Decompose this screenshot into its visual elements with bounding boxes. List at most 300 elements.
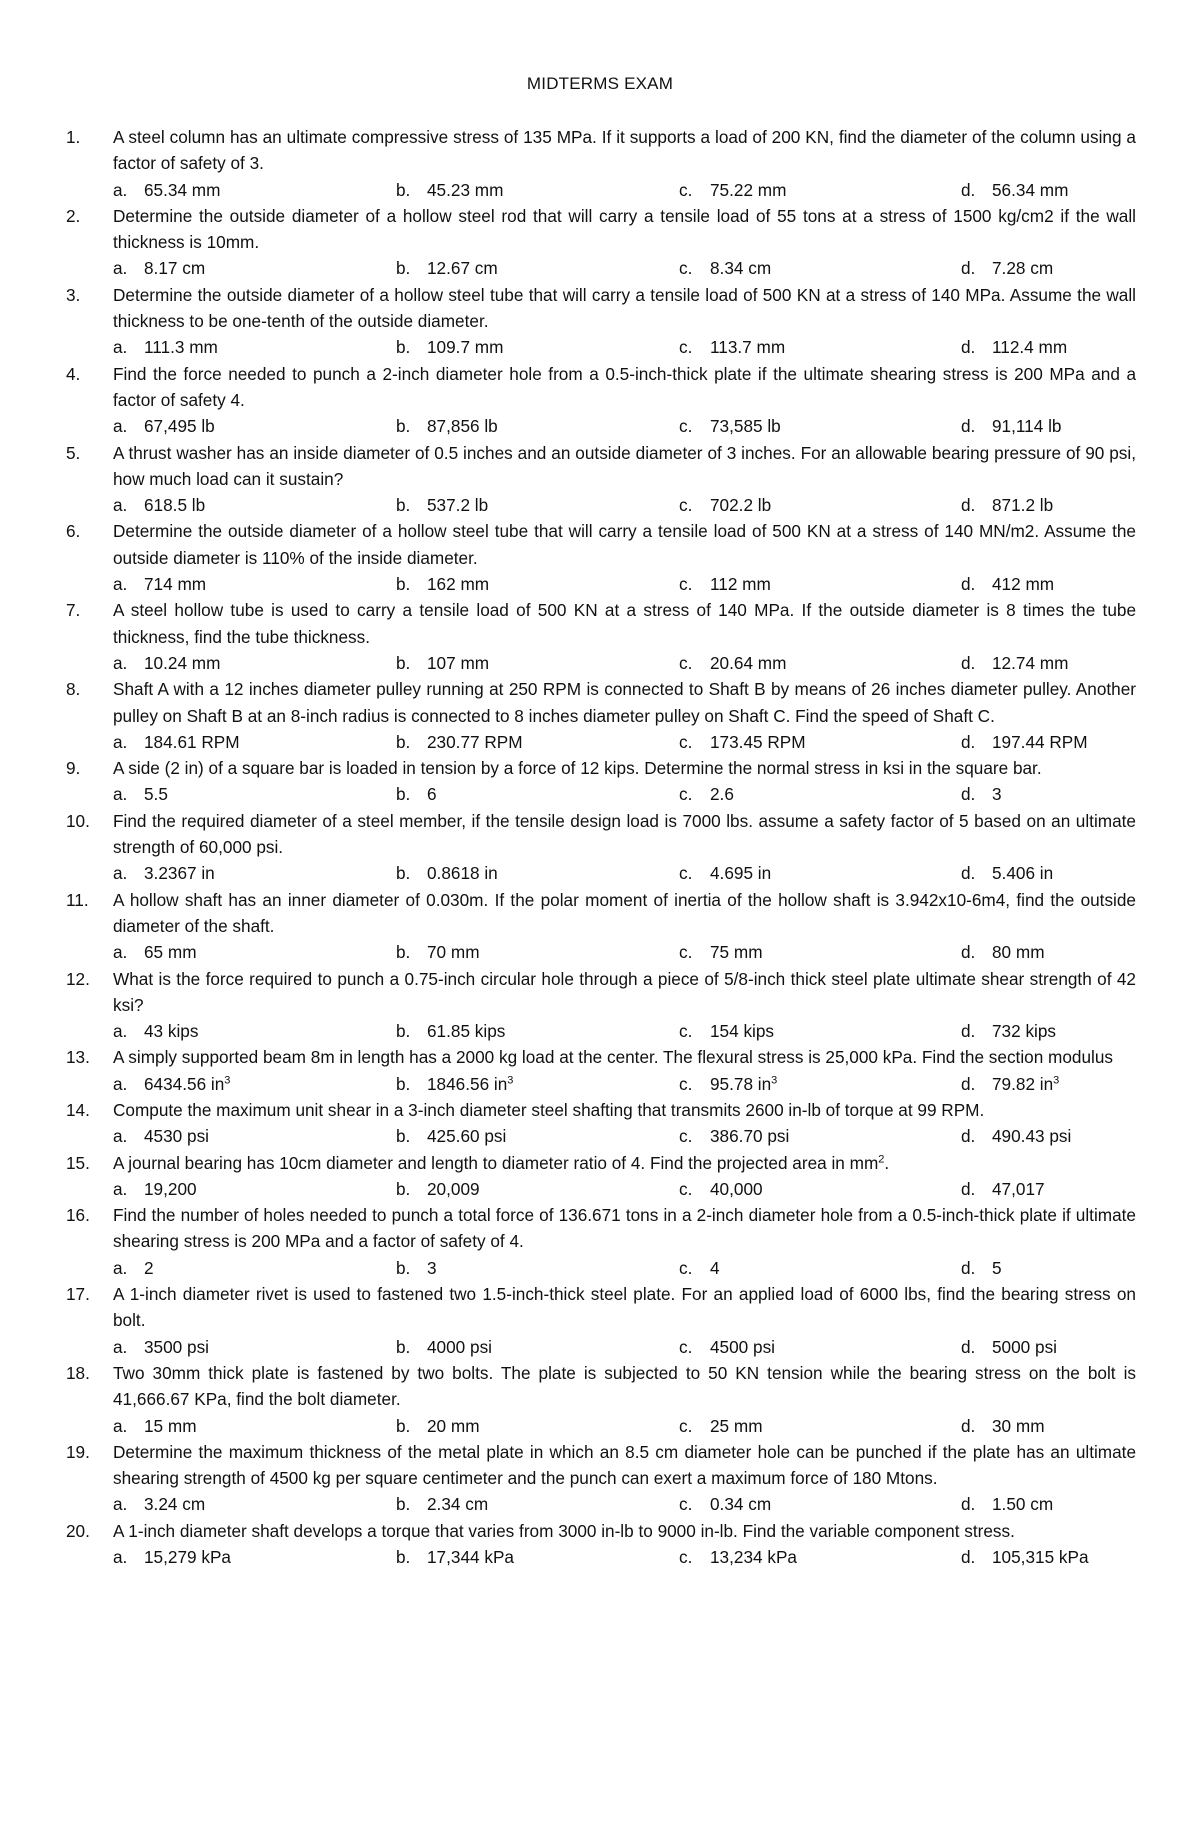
answer-choice (113, 177, 396, 203)
answer-choice (113, 1123, 396, 1149)
choice-value (710, 650, 786, 676)
answer-choices (66, 1255, 1136, 1281)
question-number: 4. (66, 363, 81, 384)
question-text-body: A simply supported beam 8m in length has a 2000 kg load at the center. The flexural stress is 25,000 kPa. Find the section modulus (113, 1047, 1113, 1068)
answer-choice (679, 1071, 961, 1097)
question-item (66, 1150, 1136, 1176)
choice-letter: d. (961, 1073, 976, 1094)
choice-value-superscript: 3 (507, 1073, 514, 1086)
choice-letter: a. (113, 1178, 128, 1199)
answer-choice (679, 939, 961, 965)
question-number: 19. (66, 1441, 90, 1462)
choice-value-text: 87,856 lb (427, 416, 498, 437)
choice-letter: b. (396, 337, 411, 358)
choice-value (144, 781, 168, 807)
answer-choice (961, 255, 1053, 281)
choice-value-text: 43 kips (144, 1021, 199, 1042)
choice-value-text: 65.34 mm (144, 179, 221, 200)
choice-value (710, 1413, 763, 1439)
choice-letter: b. (396, 1547, 411, 1568)
choice-value (710, 334, 785, 360)
choice-letter: c. (679, 942, 693, 963)
choice-letter: d. (961, 863, 976, 884)
question-number: 14. (66, 1099, 90, 1120)
choice-value-text: 47,017 (992, 1178, 1045, 1199)
choice-value (144, 1176, 197, 1202)
choice-value-text: 714 mm (144, 574, 207, 595)
choice-letter: b. (396, 942, 411, 963)
question-text-body: Determine the outside diameter of a hollow steel tube that will carry a tensile load of 500 KN at a stress of 140 MPa. Assume the wall thickness to be one-tenth of the outside diameter. (113, 284, 1136, 332)
choice-letter: c. (679, 1021, 693, 1042)
choice-value (710, 1255, 720, 1281)
choice-value (144, 177, 220, 203)
answer-choice (113, 571, 396, 597)
question-item (66, 1439, 1136, 1492)
choice-value-text: 184.61 RPM (144, 731, 240, 752)
answer-choices (66, 729, 1136, 755)
choice-letter: c. (679, 784, 693, 805)
choice-letter: b. (396, 1336, 411, 1357)
choice-value-text: 80 mm (992, 942, 1045, 963)
question-item (66, 1281, 1136, 1334)
answer-choice (679, 1176, 961, 1202)
question-item (66, 124, 1136, 177)
choice-value-text: 20.64 mm (710, 652, 787, 673)
choice-value (710, 571, 771, 597)
choice-value-text: 4000 psi (427, 1336, 492, 1357)
answer-choices (66, 1334, 1136, 1360)
choice-value-text: 70 mm (427, 942, 480, 963)
choice-value-text: 2.6 (710, 784, 734, 805)
choice-value-text: 91,114 lb (992, 416, 1062, 437)
choice-value (144, 255, 205, 281)
choice-value (710, 1018, 774, 1044)
choice-value-text: 1846.56 in (427, 1073, 508, 1094)
answer-choice (961, 650, 1068, 676)
choice-letter: a. (113, 416, 128, 437)
answer-choice (679, 177, 961, 203)
choice-value-text: 113.7 mm (710, 337, 786, 358)
choice-letter: b. (396, 258, 411, 279)
question-text (113, 1150, 1136, 1176)
choice-letter: a. (113, 1547, 128, 1568)
choice-value-text: 5000 psi (992, 1336, 1057, 1357)
answer-choices (66, 571, 1136, 597)
choice-letter: b. (396, 179, 411, 200)
choice-value (427, 1334, 492, 1360)
question-text-body: Shaft A with a 12 inches diameter pulley running at 250 RPM is connected to Shaft B by means of 26 inches diameter pulley. Another pulley on Shaft B at an 8-inch radius is connected to 8 inches diameter pulley on Shaft C. Find the speed of Shaft C. (113, 679, 1136, 726)
question-text-body: A 1-inch diameter shaft develops a torque that varies from 3000 in-lb to 9000 in-lb. Find the variable component stress. (113, 1520, 1015, 1541)
choice-letter: c. (679, 1178, 693, 1199)
answer-choices (66, 1123, 1136, 1149)
answer-choice (396, 255, 679, 281)
answer-choices (66, 1491, 1136, 1517)
choice-value (710, 729, 806, 755)
answer-choice (961, 1544, 1089, 1570)
choice-letter: c. (679, 416, 693, 437)
question-number: 13. (66, 1047, 90, 1068)
question-item (66, 282, 1136, 335)
choice-letter: a. (113, 1126, 128, 1147)
answer-choices (66, 492, 1136, 518)
choice-letter: c. (679, 731, 693, 752)
choice-value-text: 30 mm (992, 1415, 1045, 1436)
answer-choice (961, 729, 1088, 755)
choice-letter: d. (961, 652, 976, 673)
question-text (113, 518, 1136, 571)
answer-choice (961, 1255, 1002, 1281)
choice-value-text: 3500 psi (144, 1336, 209, 1357)
choice-value-text: 61.85 kips (427, 1021, 506, 1042)
question-item (66, 1518, 1136, 1544)
choice-value-text: 2 (144, 1257, 154, 1278)
choice-value (144, 1018, 198, 1044)
choice-letter: b. (396, 1126, 411, 1147)
answer-choice (396, 492, 679, 518)
choice-value (144, 1255, 154, 1281)
choice-value (710, 413, 781, 439)
choice-value-text: 4.695 in (710, 863, 772, 884)
answer-choice (679, 860, 961, 886)
choice-letter: d. (961, 1257, 976, 1278)
question-text (113, 440, 1136, 493)
answer-choice (961, 860, 1053, 886)
choice-value-text: 162 mm (427, 574, 490, 595)
question-text-body: A 1-inch diameter rivet is used to fastened two 1.5-inch-thick steel plate. For an applied load of 6000 lbs, find the bearing stress on bolt. (113, 1284, 1136, 1331)
choice-letter: b. (396, 1257, 411, 1278)
question-list (66, 124, 1136, 1570)
choice-value (992, 1123, 1071, 1149)
answer-choices (66, 1176, 1136, 1202)
choice-letter: d. (961, 416, 976, 437)
choice-value (710, 1071, 777, 1097)
choice-value-text: 10.24 mm (144, 652, 221, 673)
answer-choice (679, 729, 961, 755)
choice-value-text: 109.7 mm (427, 337, 504, 358)
answer-choice (113, 1255, 396, 1281)
choice-value (710, 1544, 797, 1570)
question-item (66, 808, 1136, 861)
choice-value (144, 939, 197, 965)
choice-letter: a. (113, 1336, 128, 1357)
choice-value-text: 3 (992, 784, 1002, 805)
choice-value-text: 20,009 (427, 1178, 480, 1199)
choice-value (992, 571, 1054, 597)
question-text (113, 124, 1136, 177)
choice-value (992, 1491, 1053, 1517)
question-text (113, 1518, 1136, 1544)
choice-value-text: 6434.56 in (144, 1073, 225, 1094)
question-text-body: Find the number of holes needed to punch a total force of 136.671 tons in a 2-inch diameter hole from a 0.5-inch-thick plate if ultimate shearing stress is 200 MPa and a factor of safety of 4. (113, 1205, 1136, 1252)
choice-value-text: 13,234 kPa (710, 1547, 797, 1568)
choice-value-text: 173.45 RPM (710, 731, 806, 752)
answer-choices (66, 413, 1136, 439)
choice-value-text: 73,585 lb (710, 416, 781, 437)
question-number: 9. (66, 758, 81, 779)
question-item (66, 518, 1136, 571)
question-text-body: A hollow shaft has an inner diameter of 0.030m. If the polar moment of inertia of the hollow shaft is 3.942x10-6m4, find the outside diameter of the shaft. (113, 889, 1136, 936)
question-text (113, 1281, 1136, 1334)
choice-value (427, 860, 498, 886)
answer-choice (679, 255, 961, 281)
choice-value-superscript: 3 (771, 1073, 778, 1086)
choice-letter: c. (679, 652, 693, 673)
question-text-body: A steel hollow tube is used to carry a tensile load of 500 KN at a stress of 140 MPa. If the outside diameter is 8 times the tube thickness, find the tube thickness. (113, 600, 1136, 647)
question-text (113, 808, 1136, 861)
answer-choice (679, 1123, 961, 1149)
question-text-superscript: 2 (878, 1152, 885, 1165)
answer-choice (679, 492, 961, 518)
answer-choice (113, 334, 396, 360)
question-number: 12. (66, 968, 90, 989)
choice-value (427, 413, 498, 439)
question-item (66, 1044, 1136, 1070)
choice-letter: c. (679, 337, 693, 358)
choice-value-text: 15,279 kPa (144, 1547, 231, 1568)
question-number: 17. (66, 1284, 90, 1305)
choice-value (992, 1071, 1059, 1097)
choice-value-text: 537.2 lb (427, 495, 489, 516)
choice-value (144, 571, 206, 597)
choice-letter: b. (396, 416, 411, 437)
answer-choice (396, 1071, 679, 1097)
question-text-body: A journal bearing has 10cm diameter and length to diameter ratio of 4. Find the projected area in mm (113, 1152, 879, 1173)
answer-choice (396, 1123, 679, 1149)
choice-value (144, 413, 215, 439)
choice-value (710, 1334, 775, 1360)
choice-value (992, 1413, 1045, 1439)
choice-value-text: 0.34 cm (710, 1494, 772, 1515)
question-text (113, 887, 1136, 940)
question-text-body: What is the force required to punch a 0.75-inch circular hole through a piece of 5/8-inch thick steel plate ultimate shear strength of 42 ksi? (113, 968, 1136, 1015)
choice-value-text: 4 (710, 1257, 720, 1278)
answer-choices (66, 939, 1136, 965)
answer-choices (66, 1018, 1136, 1044)
question-number: 18. (66, 1362, 90, 1383)
question-number: 2. (66, 205, 81, 226)
question-text (113, 282, 1136, 335)
choice-value (992, 334, 1067, 360)
answer-choice (113, 413, 396, 439)
question-text-body: Two 30mm thick plate is fastened by two bolts. The plate is subjected to 50 KN tension while the bearing stress on the bolt is 41,666.67 KPa, find the bolt diameter. (113, 1362, 1136, 1410)
choice-value (427, 1123, 506, 1149)
choice-value-text: 112 mm (710, 574, 771, 595)
choice-value (992, 1255, 1002, 1281)
question-text-body: Determine the outside diameter of a hollow steel rod that will carry a tensile load of 55 tons at a stress of 1500 kg/cm2 if the wall thickness is 10mm. (113, 205, 1136, 253)
choice-value-text: 618.5 lb (144, 495, 206, 516)
choice-letter: c. (679, 1415, 693, 1436)
choice-letter: b. (396, 1494, 411, 1515)
answer-choice (679, 650, 961, 676)
choice-letter: c. (679, 1257, 693, 1278)
answer-choice (396, 413, 679, 439)
answer-choice (396, 729, 679, 755)
choice-letter: d. (961, 495, 976, 516)
answer-choices (66, 334, 1136, 360)
question-text-tail: . (884, 1152, 890, 1173)
choice-letter: c. (679, 179, 693, 200)
choice-value-text: 17,344 kPa (427, 1547, 514, 1568)
question-text-body: Find the required diameter of a steel member, if the tensile design load is 7000 lbs. assume a safety factor of 5 based on an ultimate strength of 60,000 psi. (113, 810, 1136, 858)
choice-letter: d. (961, 574, 976, 595)
choice-value-text: 3.2367 in (144, 863, 215, 884)
choice-value (427, 1255, 437, 1281)
choice-letter: d. (961, 1415, 976, 1436)
question-text (113, 361, 1136, 414)
choice-value-text: 79.82 in (992, 1073, 1054, 1094)
choice-value (710, 860, 771, 886)
choice-value (144, 492, 205, 518)
choice-value-text: 25 mm (710, 1415, 763, 1436)
choice-letter: c. (679, 863, 693, 884)
choice-value-text: 386.70 psi (710, 1126, 790, 1147)
answer-choice (396, 571, 679, 597)
choice-letter: b. (396, 1073, 411, 1094)
question-text (113, 755, 1136, 781)
choice-value-text: 490.43 psi (992, 1126, 1072, 1147)
choice-letter: b. (396, 574, 411, 595)
choice-value (427, 1544, 514, 1570)
question-text-body: A thrust washer has an inside diameter of 0.5 inches and an outside diameter of 3 inches. For an allowable bearing pressure of 90 psi, how much load can it sustain? (113, 442, 1136, 489)
choice-value-text: 3.24 cm (144, 1494, 206, 1515)
answer-choice (113, 939, 396, 965)
answer-choice (396, 1544, 679, 1570)
choice-value-text: 0.8618 in (427, 863, 498, 884)
answer-choice (961, 1071, 1059, 1097)
choice-value-superscript: 3 (1053, 1073, 1060, 1086)
question-item (66, 361, 1136, 414)
answer-choice (396, 334, 679, 360)
question-text-body: A side (2 in) of a square bar is loaded in tension by a force of 12 kips. Determine the normal stress in ksi in the square bar. (113, 758, 1042, 779)
question-text (113, 676, 1136, 729)
choice-letter: b. (396, 1021, 411, 1042)
choice-letter: a. (113, 337, 128, 358)
choice-letter: b. (396, 652, 411, 673)
question-item (66, 966, 1136, 1019)
choice-letter: a. (113, 652, 128, 673)
choice-letter: b. (396, 495, 411, 516)
choice-value-text: 154 kips (710, 1021, 775, 1042)
answer-choice (961, 177, 1068, 203)
choice-value-text: 230.77 RPM (427, 731, 523, 752)
answer-choice (961, 492, 1053, 518)
answer-choice (113, 1176, 396, 1202)
choice-value-text: 105,315 kPa (992, 1547, 1089, 1568)
answer-choice (961, 571, 1054, 597)
answer-choice (961, 1491, 1053, 1517)
choice-value (710, 255, 771, 281)
choice-letter: a. (113, 863, 128, 884)
choice-value (427, 1491, 488, 1517)
question-text (113, 1202, 1136, 1255)
choice-value-text: 75 mm (710, 942, 763, 963)
choice-letter: b. (396, 784, 411, 805)
choice-value-text: 95.78 in (710, 1073, 772, 1094)
choice-value (992, 255, 1053, 281)
answer-choice (679, 1491, 961, 1517)
choice-value-text: 702.2 lb (710, 495, 772, 516)
choice-letter: d. (961, 942, 976, 963)
question-text-body: A steel column has an ultimate compressive stress of 135 MPa. If it supports a load of 200 KN, find the diameter of the column using a factor of safety of 3. (113, 127, 1136, 174)
answer-choice (679, 1018, 961, 1044)
choice-value-text: 412 mm (992, 574, 1055, 595)
answer-choice (679, 571, 961, 597)
choice-value (144, 1413, 197, 1439)
choice-letter: a. (113, 258, 128, 279)
question-item (66, 1097, 1136, 1123)
choice-value (427, 571, 489, 597)
choice-value (992, 781, 1002, 807)
choice-letter: c. (679, 1547, 693, 1568)
choice-value-text: 111.3 mm (144, 337, 218, 358)
choice-value (992, 1018, 1056, 1044)
question-text (113, 203, 1136, 256)
choice-value (992, 860, 1053, 886)
question-number: 10. (66, 810, 90, 831)
choice-value-text: 12.74 mm (992, 652, 1069, 673)
page-title: MIDTERMS EXAM (526, 74, 674, 93)
question-item (66, 755, 1136, 781)
answer-choice (679, 1544, 961, 1570)
choice-letter: c. (679, 1126, 693, 1147)
choice-value-text: 732 kips (992, 1021, 1057, 1042)
choice-value-text: 8.34 cm (710, 258, 772, 279)
answer-choice (113, 1018, 396, 1044)
choice-value-text: 65 mm (144, 942, 197, 963)
choice-value (992, 939, 1045, 965)
choice-value-superscript: 3 (224, 1073, 231, 1086)
choice-value-text: 871.2 lb (992, 495, 1054, 516)
answer-choice (679, 1413, 961, 1439)
choice-letter: c. (679, 1336, 693, 1357)
choice-value-text: 19,200 (144, 1178, 197, 1199)
choice-value-text: 3 (427, 1257, 437, 1278)
answer-choices (66, 177, 1136, 203)
answer-choice (396, 860, 679, 886)
choice-value-text: 112.4 mm (992, 337, 1068, 358)
answer-choices (66, 1071, 1136, 1097)
choice-value (710, 177, 786, 203)
choice-letter: c. (679, 495, 693, 516)
answer-choice (113, 1544, 396, 1570)
choice-value (710, 781, 734, 807)
answer-choice (961, 1018, 1056, 1044)
answer-choice (396, 1176, 679, 1202)
answer-choice (396, 1334, 679, 1360)
question-number: 5. (66, 442, 81, 463)
choice-value-text: 425.60 psi (427, 1126, 507, 1147)
choice-value (144, 1491, 205, 1517)
answer-choices (66, 650, 1136, 676)
choice-value (427, 1018, 505, 1044)
answer-choice (396, 650, 679, 676)
choice-letter: d. (961, 1126, 976, 1147)
answer-choice (961, 781, 1002, 807)
choice-value (144, 1544, 231, 1570)
choice-value (427, 939, 480, 965)
choice-value (144, 650, 220, 676)
choice-letter: d. (961, 1547, 976, 1568)
answer-choices (66, 781, 1136, 807)
answer-choice (679, 334, 961, 360)
question-number: 20. (66, 1520, 90, 1541)
question-number: 3. (66, 284, 81, 305)
choice-letter: d. (961, 179, 976, 200)
choice-letter: b. (396, 1415, 411, 1436)
choice-value (144, 860, 215, 886)
choice-value (144, 1071, 230, 1097)
choice-value (992, 650, 1068, 676)
